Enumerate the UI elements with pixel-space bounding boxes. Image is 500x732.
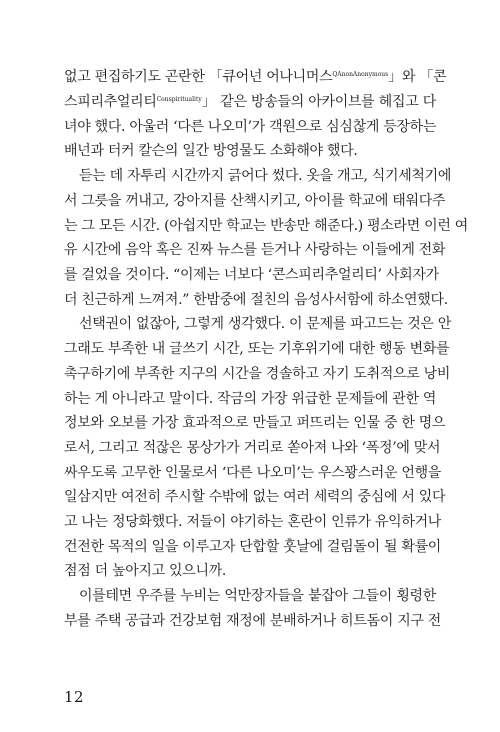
body-line: 를 걸었을 것이다. “이제는 너보다 ‘콘스피리추얼리티’ 사회자가	[64, 267, 439, 283]
body-line: 녀야 했다. 아울러 ‘다른 나오미’가 객원으로 심심찮게 등장하는	[64, 119, 437, 135]
body-line: 배넌과 터커 칼슨의 일간 방영물도 소화해야 했다.	[64, 143, 358, 159]
body-line: 그래도 부족한 내 글쓰기 시간, 또는 기후위기에 대한 행동 변화를	[64, 341, 450, 357]
footnote-superscript: Conspirituality	[156, 96, 202, 103]
body-line: 유 시간에 음악 혹은 진짜 뉴스를 듣거나 사랑하는 이들에게 전화	[64, 242, 446, 258]
body-line: 고 나는 정당화했다. 저들이 야기하는 혼란이 인류가 유익하거나	[64, 514, 442, 530]
body-line: 건전한 목적의 일을 이루고자 단합할 훗날에 걸림돌이 될 확률이	[64, 539, 442, 555]
body-line: 서 그릇을 꺼내고, 강아지를 산책시키고, 아이를 학교에 태워다주	[64, 193, 446, 209]
body-line: 선택권이 없잖아, 그렇게 생각했다. 이 문제를 파고드는 것은 안	[79, 316, 452, 332]
body-line: 듣는 데 자투리 시간까지 긁어다 썼다. 옷을 개고, 식기세척기에	[79, 168, 452, 184]
body-line: 없고 편집하기도 곤란한 「큐어넌 어나니머스$^{QAnonAnonymous}$」와 「콘	[64, 69, 447, 85]
body-line: 스피리추얼리티$^{Conspirituality}$」 같은 방송들의 아카이브를 헤집고 다	[64, 94, 436, 110]
body-line: 점점 더 높아지고 있으니까.	[64, 563, 227, 579]
body-line: 싸우도록 고무한 인물로서 ‘다른 나오미’는 우스꽝스러운 언행을	[64, 465, 442, 481]
body-line: 는 그 모든 시간. (아쉽지만 학교는 반송만 해준다.) 평소라면 이런 여	[64, 218, 468, 234]
body-line: 더 친근하게 느껴져.” 한밤중에 절친의 음성사서함에 하소연했다.	[64, 292, 448, 308]
body-line: 이를테면 우주를 누비는 억만장자들을 붙잡아 그들이 횡령한	[79, 588, 436, 604]
page-number: 12	[64, 688, 85, 706]
body-line: 일삼지만 여전히 주시할 수밖에 없는 여러 세력의 중심에 서 있다	[64, 489, 446, 505]
body-line: 정보와 오보를 가장 효과적으로 만들고 퍼뜨리는 인물 중 한 명으	[64, 415, 446, 431]
body-line: 하는 게 아니라고 말이다. 작금의 가장 위급한 문제들에 관한 역	[64, 391, 437, 407]
body-line: 로서, 그리고 적잖은 몽상가가 거리로 쏟아져 나와 ‘폭정’에 맞서	[64, 440, 441, 456]
body-line: 촉구하기에 부족한 지구의 시간을 경솔하고 자기 도취적으로 낭비	[64, 366, 451, 382]
body-line: 부를 주택 공급과 건강보험 재정에 분배하거나 히트돔이 지구 전	[64, 613, 442, 629]
footnote-superscript: QAnonAnonymous	[332, 71, 389, 78]
